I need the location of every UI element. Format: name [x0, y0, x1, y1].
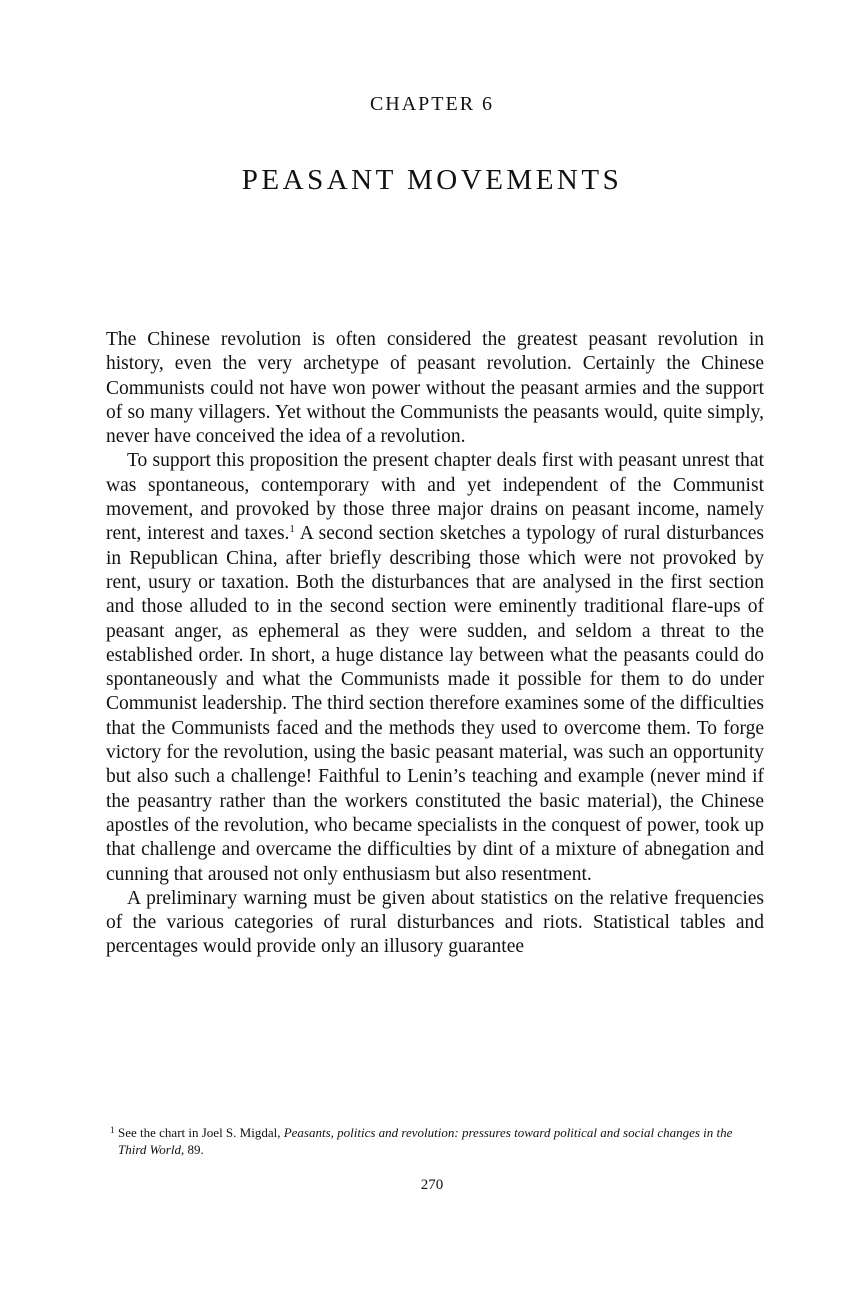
paragraph-2-text-before-note: To support this proposition the present chapter deals first with peasant unrest that was spontaneous, contemporary with and yet independent of the Communist movement, and provoked by those three major drains on peasant income, namely rent, interest and taxes.	[106, 450, 764, 545]
footnote-prefix: See the chart in Joel S. Migdal,	[118, 1125, 284, 1140]
footnote-suffix: , 89.	[180, 1142, 204, 1157]
paragraph-3: A preliminary warning must be given about statistics on the relative frequencies of the various categories of rural disturbances and riots. Statistical tables and percentages would provide only an illusory guarantee	[106, 887, 764, 958]
chapter-title: PEASANT MOVEMENTS	[241, 164, 623, 196]
paragraph-1: The Chinese revolution is often considered the greatest peasant revolution in history, even the very archetype of peasant revolution. Certainly the Chinese Communists could not have won power without the peasant armies and the support of so many villagers. Yet without the Communists the peasants would, quite simply, never have conceived the idea of a revolution.	[106, 329, 764, 448]
footnote-cited-title: Peasants, politics and revolution: pressures toward political and social changes in the Third World	[118, 1125, 733, 1157]
page-number: 270	[420, 1177, 444, 1193]
paragraph-2-text-after-note: A second section sketches a typology of rural disturbances in Republican China, after briefly describing those which were not provoked by rent, usury or taxation. Both the disturbances that are analysed in the first section and those alluded to in the second section were eminently traditional flare-ups of peasant anger, as ephemeral as they were sudden, and seldom a threat to the established order. In short, a huge distance lay between what the peasants could do spontaneously and what the Communists made it possible for them to do under Communist leadership. The third section therefore examines some of the difficulties that the Communists faced and the methods they used to overcome them. To forge victory for the revolution, using the basic peasant material, was such an opportunity but also such a challenge! Faithful to Lenin’s teaching and example (never mind if the peasantry rather than the workers constituted the basic material), the Chinese apostles of the revolution, who became specialists in the conquest of power, took up that challenge and overcame the difficulties by dint of a mixture of abnegation and cunning that aroused not only enthusiasm but also resentment.	[106, 523, 765, 885]
chapter-number: CHAPTER 6	[369, 93, 495, 115]
footnote-reference[interactable]: 1	[289, 523, 295, 536]
body-text	[106, 328, 764, 960]
footnote-marker: 1	[110, 1125, 115, 1135]
paragraph-2	[106, 449, 764, 886]
footnote	[110, 1124, 764, 1158]
